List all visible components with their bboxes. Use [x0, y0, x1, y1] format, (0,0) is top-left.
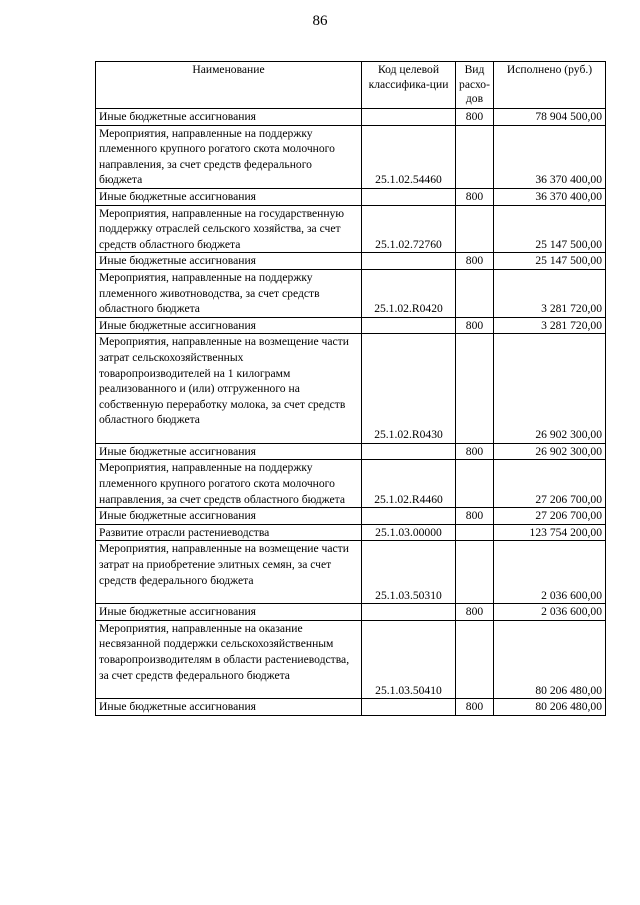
- row-code: [362, 109, 456, 126]
- row-type: 800: [456, 508, 494, 525]
- row-amount: 2 036 600,00: [494, 604, 606, 621]
- table-row: [96, 604, 606, 621]
- row-type: [456, 620, 494, 698]
- row-type: 800: [456, 317, 494, 334]
- row-name: Иные бюджетные ассигнования: [96, 109, 362, 126]
- row-code: 25.1.02.R0430: [362, 334, 456, 444]
- row-type: 800: [456, 109, 494, 126]
- row-name: Иные бюджетные ассигнования: [96, 253, 362, 270]
- table-row: [96, 205, 606, 253]
- header-amount: Исполнено (руб.): [494, 62, 606, 109]
- row-amount: 36 370 400,00: [494, 188, 606, 205]
- header-code: Код целевой классифика-ции: [362, 62, 456, 109]
- row-name: Развитие отрасли растениеводства: [96, 524, 362, 541]
- row-amount: 2 036 600,00: [494, 541, 606, 604]
- row-amount: 25 147 500,00: [494, 205, 606, 253]
- row-amount: 3 281 720,00: [494, 317, 606, 334]
- row-name: Мероприятия, направленные на поддержку племенного крупного рогатого скота молочного направления, за счет средств областного бюджета: [96, 460, 362, 508]
- row-name: Иные бюджетные ассигнования: [96, 317, 362, 334]
- header-type: Вид расхо-дов: [456, 62, 494, 109]
- row-name: Иные бюджетные ассигнования: [96, 188, 362, 205]
- row-type: [456, 524, 494, 541]
- table-row: [96, 188, 606, 205]
- row-code: [362, 253, 456, 270]
- row-type: [456, 460, 494, 508]
- row-type: 800: [456, 699, 494, 716]
- row-name: Иные бюджетные ассигнования: [96, 508, 362, 525]
- row-name: Иные бюджетные ассигнования: [96, 604, 362, 621]
- row-code: [362, 188, 456, 205]
- row-type: [456, 541, 494, 604]
- row-amount: 80 206 480,00: [494, 620, 606, 698]
- row-name: Мероприятия, направленные на оказание несвязанной поддержки сельскохозяйственным товаропроизводителям в области растениеводства, за счет средств федерального бюджета: [96, 620, 362, 698]
- row-code: 25.1.03.50310: [362, 541, 456, 604]
- row-name: Мероприятия, направленные на государственную поддержку отраслей сельского хозяйства, за счет средств областного бюджета: [96, 205, 362, 253]
- row-amount: 25 147 500,00: [494, 253, 606, 270]
- table-row: [96, 443, 606, 460]
- row-name: Мероприятия, направленные на возмещение части затрат на приобретение элитных семян, за счет средств федерального бюджета: [96, 541, 362, 604]
- row-code: 25.1.02.72760: [362, 205, 456, 253]
- table-row: [96, 125, 606, 188]
- row-amount: 27 206 700,00: [494, 508, 606, 525]
- table-row: [96, 699, 606, 716]
- table-row: [96, 109, 606, 126]
- row-code: 25.1.02.R0420: [362, 269, 456, 317]
- row-amount: 80 206 480,00: [494, 699, 606, 716]
- table-row: [96, 508, 606, 525]
- table-row: [96, 541, 606, 604]
- row-name: Мероприятия, направленные на поддержку племенного животноводства, за счет средств областного бюджета: [96, 269, 362, 317]
- table-row: [96, 524, 606, 541]
- row-code: [362, 317, 456, 334]
- row-code: 25.1.03.50410: [362, 620, 456, 698]
- row-code: [362, 508, 456, 525]
- row-type: 800: [456, 188, 494, 205]
- row-type: [456, 269, 494, 317]
- row-name: Иные бюджетные ассигнования: [96, 443, 362, 460]
- page-number: 86: [312, 13, 328, 29]
- table-row: [96, 317, 606, 334]
- row-type: [456, 205, 494, 253]
- table-row: [96, 460, 606, 508]
- table-row: [96, 253, 606, 270]
- row-amount: 26 902 300,00: [494, 443, 606, 460]
- row-code: [362, 443, 456, 460]
- row-type: [456, 334, 494, 444]
- row-amount: 3 281 720,00: [494, 269, 606, 317]
- header-name: Наименование: [96, 62, 362, 109]
- row-name: Мероприятия, направленные на поддержку племенного крупного рогатого скота молочного направления, за счет средств федерального бюджета: [96, 125, 362, 188]
- row-type: [456, 125, 494, 188]
- row-amount: 123 754 200,00: [494, 524, 606, 541]
- row-code: [362, 699, 456, 716]
- row-code: [362, 604, 456, 621]
- row-name: Иные бюджетные ассигнования: [96, 699, 362, 716]
- row-code: 25.1.02.R4460: [362, 460, 456, 508]
- row-code: 25.1.02.54460: [362, 125, 456, 188]
- table-row: [96, 269, 606, 317]
- row-type: 800: [456, 604, 494, 621]
- row-amount: 27 206 700,00: [494, 460, 606, 508]
- row-amount: 26 902 300,00: [494, 334, 606, 444]
- budget-table: [95, 61, 606, 716]
- row-amount: 78 904 500,00: [494, 109, 606, 126]
- row-type: 800: [456, 253, 494, 270]
- table-row: [96, 620, 606, 698]
- row-code: 25.1.03.00000: [362, 524, 456, 541]
- row-name: Мероприятия, направленные на возмещение части затрат сельскохозяйственных товаропроизводителей на 1 килограмм реализованного и (или) отгруженного на собственную переработку молока, за счет средств областного бюджета: [96, 334, 362, 444]
- table-row: [96, 334, 606, 444]
- table-header-row: [96, 62, 606, 109]
- row-amount: 36 370 400,00: [494, 125, 606, 188]
- row-type: 800: [456, 443, 494, 460]
